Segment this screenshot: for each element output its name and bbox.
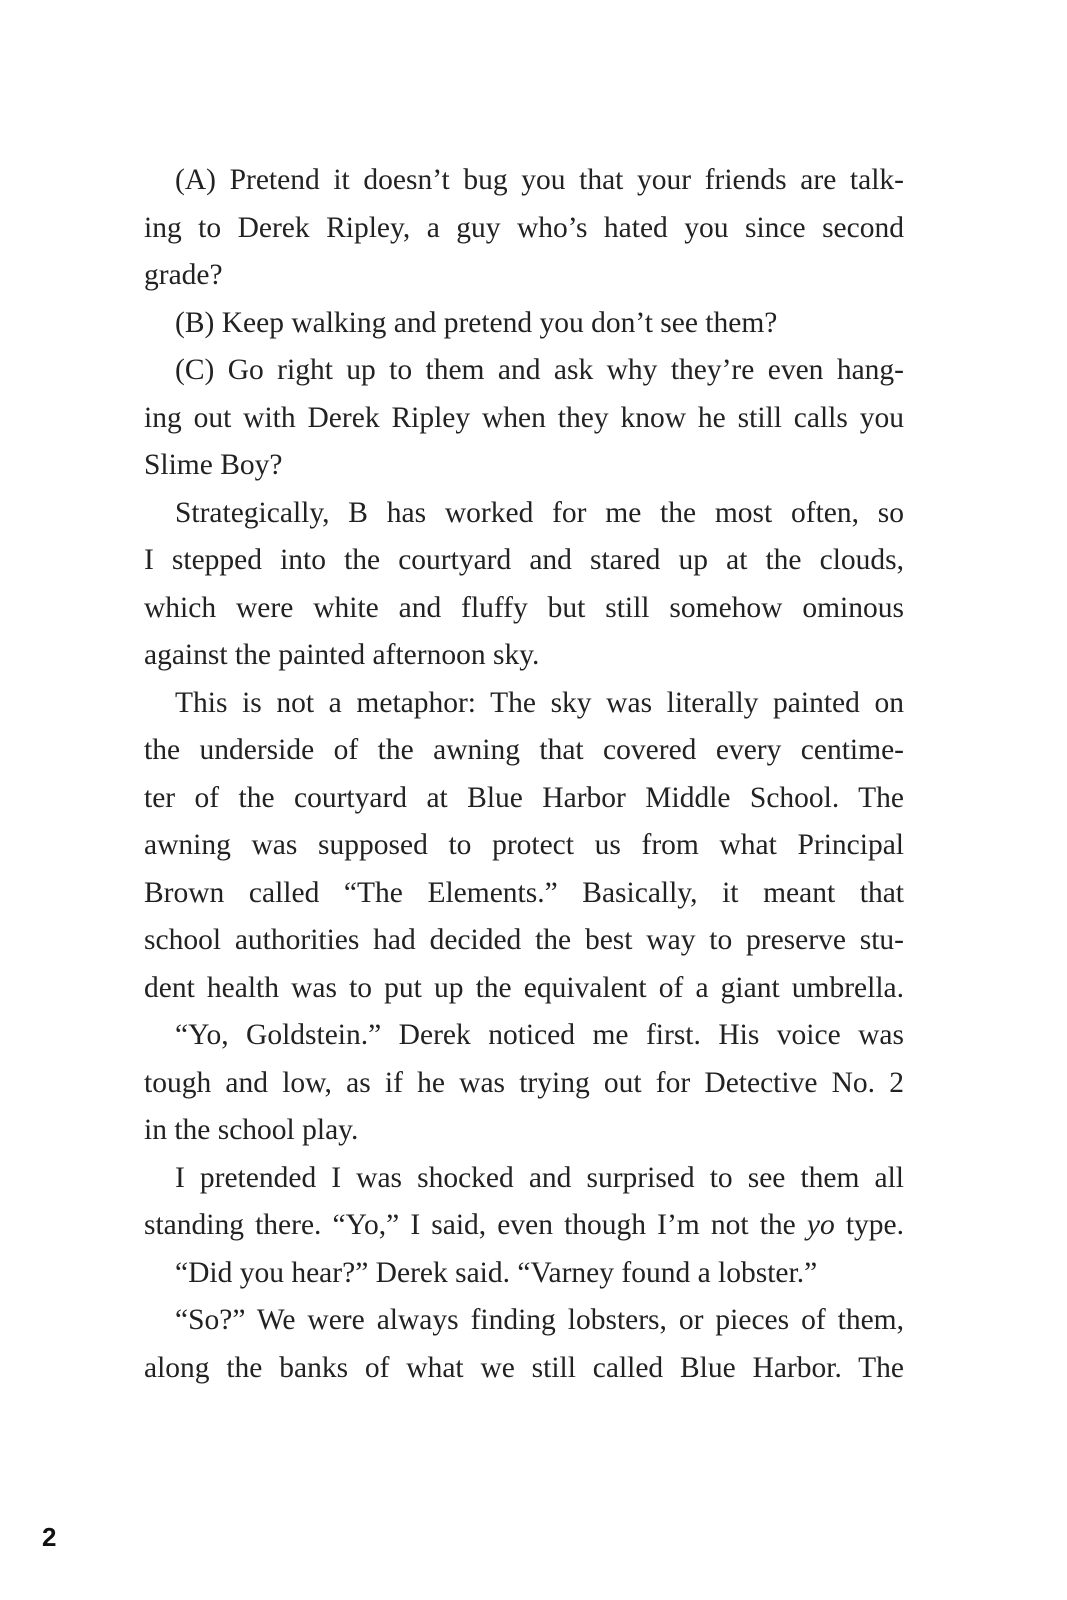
text-line: (B) Keep walking and pretend you don’t see them? bbox=[175, 306, 778, 339]
text-line: in the school play. bbox=[144, 1114, 359, 1146]
text-line: which were white and fluffy but still somehow ominous bbox=[144, 591, 904, 624]
text-line: standing there. “Yo,” I said, even though I’m not the yo type. bbox=[144, 1209, 904, 1241]
text-line: This is not a metaphor: The sky was literally painted on bbox=[175, 686, 904, 719]
text-line: I pretended I was shocked and surprised to see them all bbox=[175, 1161, 904, 1194]
page-number: 2 bbox=[42, 1522, 57, 1552]
body-text bbox=[144, 157, 904, 1392]
text-line: the underside of the awning that covered every centime- bbox=[144, 734, 904, 766]
text-line: grade? bbox=[144, 259, 223, 291]
text-line: “Did you hear?” Derek said. “Varney found a lobster.” bbox=[175, 1256, 818, 1289]
text-line: dent health was to put up the equivalent of a giant umbrella. bbox=[144, 971, 904, 1004]
text-line: along the banks of what we still called Blue Harbor. The bbox=[144, 1351, 904, 1384]
text-line: “So?” We were always finding lobsters, or pieces of them, bbox=[175, 1304, 904, 1336]
text-line: I stepped into the courtyard and stared up at the clouds, bbox=[144, 544, 904, 576]
text-line: ter of the courtyard at Blue Harbor Middle School. The bbox=[144, 781, 904, 814]
text-line: Slime Boy? bbox=[144, 449, 283, 481]
text-line: against the painted afternoon sky. bbox=[144, 639, 540, 671]
text-line: ing out with Derek Ripley when they know he still calls you bbox=[144, 401, 904, 434]
text-line: (A) Pretend it doesn’t bug you that your friends are talk- bbox=[175, 164, 904, 196]
text-line: Strategically, B has worked for me the most often, so bbox=[175, 496, 904, 529]
text-line: (C) Go right up to them and ask why they’re even hang- bbox=[175, 354, 904, 386]
text-line: Brown called “The Elements.” Basically, it meant that bbox=[144, 876, 904, 909]
text-line: tough and low, as if he was trying out for Detective No. 2 bbox=[144, 1066, 904, 1099]
text-line: ing to Derek Ripley, a guy who’s hated you since second bbox=[144, 211, 904, 244]
text-line: awning was supposed to protect us from what Principal bbox=[144, 829, 904, 861]
text-line: school authorities had decided the best way to preserve stu- bbox=[144, 924, 904, 956]
text-line: “Yo, Goldstein.” Derek noticed me first. His voice was bbox=[175, 1019, 904, 1051]
